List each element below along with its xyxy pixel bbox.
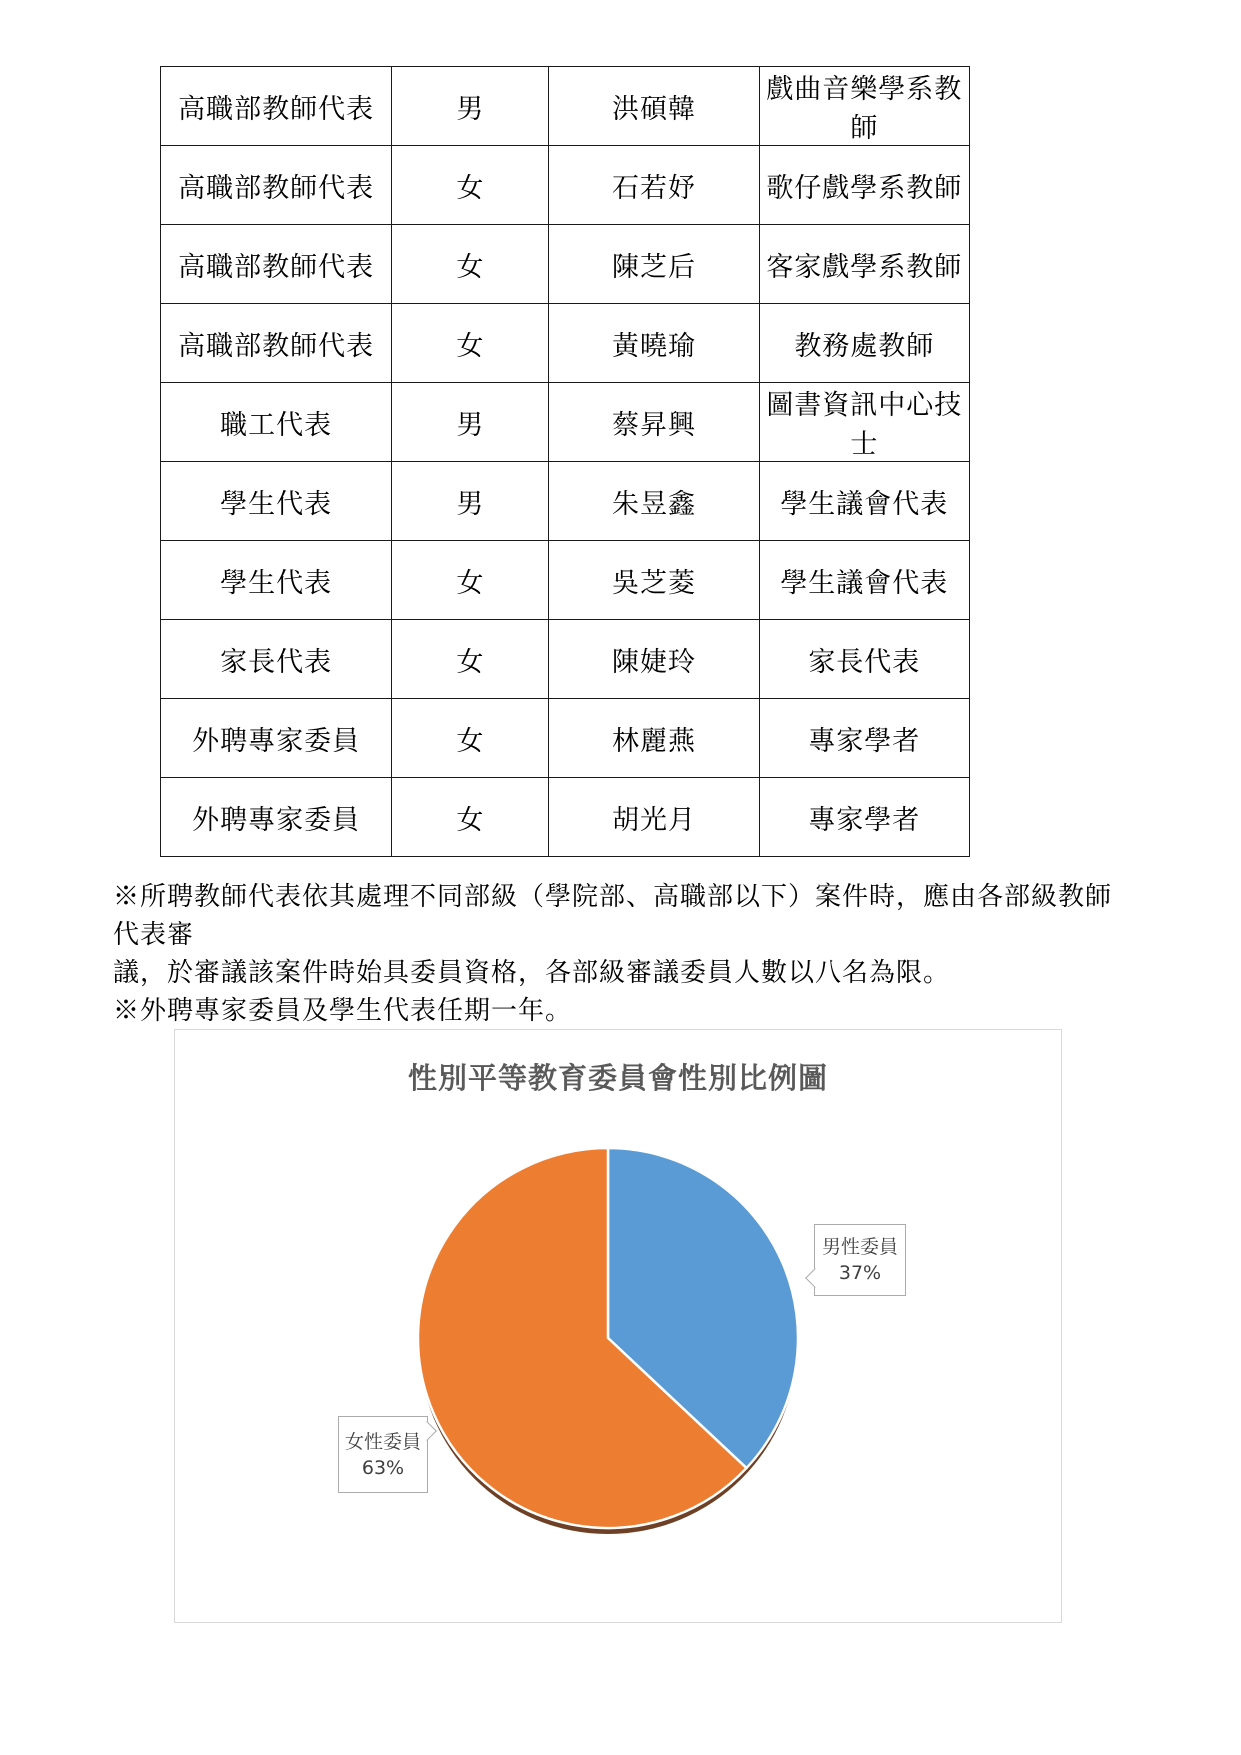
name-cell: 蔡昇興 [549, 383, 759, 462]
gender-cell: 女 [392, 225, 549, 304]
female-callout [338, 1416, 428, 1493]
name-cell: 黃曉瑜 [549, 304, 759, 383]
title-cell: 專家學者 [759, 778, 969, 857]
role-cell: 學生代表 [161, 462, 392, 541]
table-row [161, 541, 970, 620]
male-callout-notch [805, 1268, 825, 1288]
gender-cell: 男 [392, 67, 549, 146]
female-callout-value: 63% [361, 1456, 405, 1479]
name-cell: 陳芝后 [549, 225, 759, 304]
members-table-body [161, 67, 970, 857]
title-cell: 家長代表 [759, 620, 969, 699]
role-cell: 高職部教師代表 [161, 304, 392, 383]
name-cell: 陳婕玲 [549, 620, 759, 699]
table-row [161, 383, 970, 462]
name-cell: 胡光月 [549, 778, 759, 857]
gender-cell: 男 [392, 383, 549, 462]
role-cell: 高職部教師代表 [161, 67, 392, 146]
name-cell: 朱昱鑫 [549, 462, 759, 541]
table-row [161, 699, 970, 778]
gender-cell: 女 [392, 541, 549, 620]
role-cell: 家長代表 [161, 620, 392, 699]
table-row [161, 778, 970, 857]
male-callout-value: 37% [838, 1262, 882, 1284]
gender-cell: 男 [392, 462, 549, 541]
title-cell: 教務處教師 [759, 304, 969, 383]
title-cell: 戲曲音樂學系教師 [759, 67, 969, 146]
role-cell: 高職部教師代表 [161, 146, 392, 225]
name-cell: 吳芝菱 [549, 541, 759, 620]
male-callout [814, 1224, 906, 1296]
table-row [161, 67, 970, 146]
table-row [161, 225, 970, 304]
table-row [161, 304, 970, 383]
note-line: ※所聘教師代表依其處理不同部級（學院部、高職部以下）案件時，應由各部級教師代表審 [113, 882, 1113, 950]
title-cell: 圖書資訊中心技士 [759, 383, 969, 462]
male-callout-label: 男性委員 [821, 1236, 898, 1258]
chart-title: 性別平等教育委員會性別比例圖 [407, 1061, 828, 1095]
notes [113, 878, 1133, 1030]
gender-cell: 女 [392, 699, 549, 778]
title-cell: 客家戲學系教師 [759, 225, 969, 304]
gender-cell: 女 [392, 146, 549, 225]
name-cell: 洪碩韓 [549, 67, 759, 146]
role-cell: 外聘專家委員 [161, 778, 392, 857]
pie-svg [408, 1138, 808, 1552]
gender-cell: 女 [392, 620, 549, 699]
note-line: ※外聘專家委員及學生代表任期一年。 [113, 996, 573, 1026]
role-cell: 職工代表 [161, 383, 392, 462]
title-cell: 專家學者 [759, 699, 969, 778]
title-cell: 學生議會代表 [759, 541, 969, 620]
female-callout-label: 女性委員 [344, 1430, 421, 1453]
gender-ratio-chart [174, 1029, 1062, 1623]
role-cell: 外聘專家委員 [161, 699, 392, 778]
title-cell: 歌仔戲學系教師 [759, 146, 969, 225]
members-table [160, 66, 970, 857]
title-cell: 學生議會代表 [759, 462, 969, 541]
pie-chart [408, 1138, 808, 1552]
table-row [161, 620, 970, 699]
gender-cell: 女 [392, 304, 549, 383]
role-cell: 高職部教師代表 [161, 225, 392, 304]
gender-cell: 女 [392, 778, 549, 857]
name-cell: 林麗燕 [549, 699, 759, 778]
table-row [161, 462, 970, 541]
note-line: 議，於審議該案件時始具委員資格，各部級審議委員人數以八名為限。 [113, 958, 951, 988]
name-cell: 石若妤 [549, 146, 759, 225]
role-cell: 學生代表 [161, 541, 392, 620]
table-row [161, 146, 970, 225]
